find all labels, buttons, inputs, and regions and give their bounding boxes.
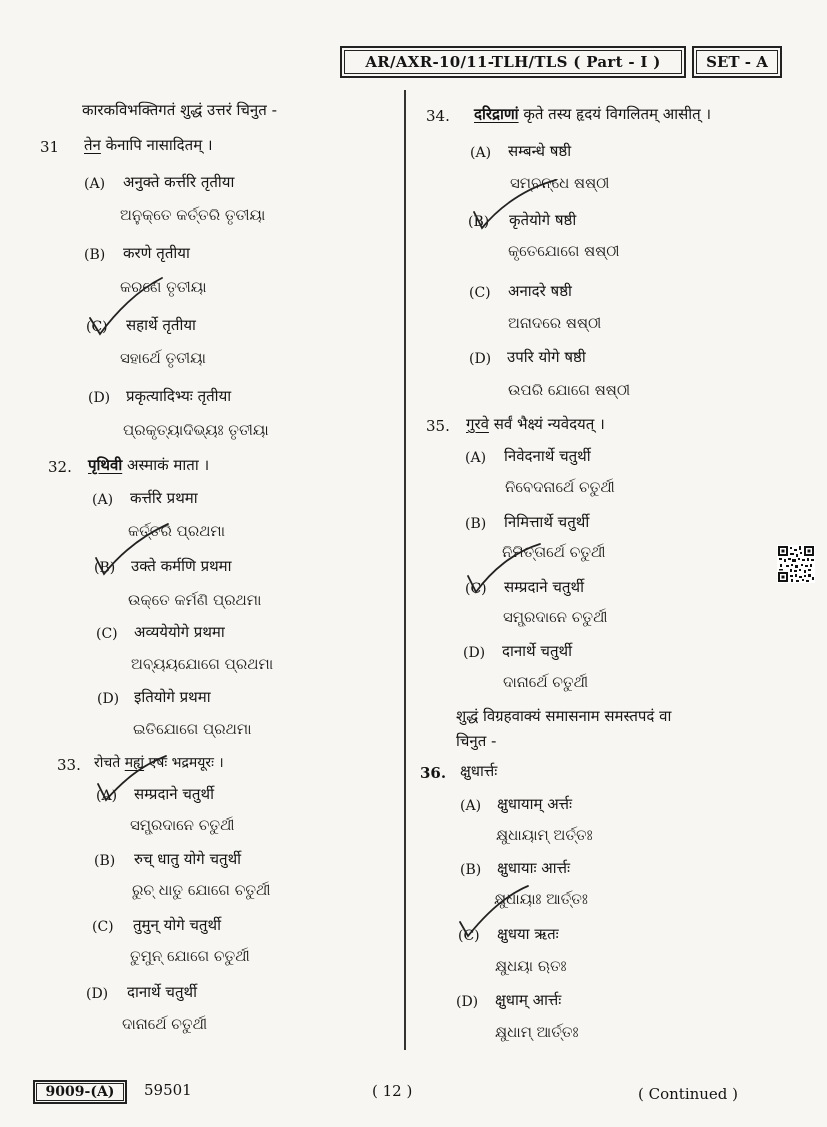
option-b-label: (B) [465, 516, 487, 532]
stem-rest: सर्वं भैक्ष्यं न्यवेदयत् । [488, 415, 605, 433]
underlined-word: पृथिवी [88, 456, 123, 474]
header-code-box: AR/AXR-10/11-TLH/TLS ( Part - I ) [340, 46, 686, 78]
option-a-sanskrit: सम्बन्धे षष्ठी [508, 142, 572, 160]
option-a-odia: କର୍ତ୍ତରି ପ୍ରଥମା [128, 522, 226, 540]
option-c-label: (C) [458, 928, 480, 944]
underlined-word: तेन [84, 136, 101, 154]
option-c-sanskrit: तुमुन् योगे चतुर्थी [133, 916, 221, 934]
option-b-sanskrit: निमित्तार्थे चतुर्थी [504, 513, 590, 531]
option-a-sanskrit: अनुक्ते कर्त्तरि तृतीया [123, 173, 235, 191]
option-a-odia: ଅନୁକ୍ତେ କର୍ତ୍ତରି ତୃତୀୟା [120, 206, 266, 224]
question-stem [88, 455, 209, 475]
stem-rest: केनापि नासादितम् । [100, 136, 213, 154]
option-a-sanskrit: कर्त्तरि प्रथमा [130, 489, 198, 507]
footer-serial-number: 59501 [144, 1081, 192, 1099]
continued-label: ( Continued ) [638, 1085, 739, 1103]
question-number: 34. [426, 107, 450, 125]
option-d-label: (D) [469, 351, 492, 367]
option-d-sanskrit: दानार्थे चतुर्थी [502, 642, 572, 660]
option-a-label: (A) [96, 788, 118, 804]
option-c-label: (C) [96, 626, 118, 642]
underlined-word: मह्यं [124, 755, 145, 771]
option-c-odia: ସହାର୍ଥେ ତୃତୀୟା [120, 349, 206, 367]
option-c-label: (C) [469, 285, 491, 301]
option-d-odia: ଇତିଯୋଗେ ପ୍ରଥମା [133, 720, 252, 738]
option-b-sanskrit: करणे तृतीया [123, 244, 190, 262]
option-c-label: (C) [92, 919, 114, 935]
question-stem: क्षुधार्त्तः [460, 762, 498, 780]
option-c-odia: ସମ୍ପ୍ରଦାନେ ଚତୁର୍ଥୀ [503, 608, 608, 626]
option-c-odia: ତୁମୁନ୍ ଯୋଗେ ଚତୁର୍ଥୀ [130, 947, 250, 965]
stem-rest: कृते तस्य हृदयं विगलितम् आसीत् । [518, 105, 712, 123]
option-a-sanskrit: क्षुधायाम् अर्त्तः [497, 795, 573, 813]
option-c-sanskrit: सम्प्रदाने चतुर्थी [504, 578, 584, 596]
instruction-samasa-line1: शुद्धं विग्रहवाक्यं समासनाम समस्तपदं वा [456, 707, 672, 725]
header-set-box: SET - A [692, 46, 782, 78]
option-b-odia: ନିମିତ୍ତାର୍ଥେ ଚତୁର୍ଥୀ [502, 543, 606, 561]
option-a-odia: କ୍ଷୁଧାୟାମ୍ ଅର୍ତ୍ତଃ [496, 826, 593, 844]
option-d-odia: ପ୍ରକୃତ୍ୟାଦିଭ୍ୟଃ ତୃତୀୟା [123, 421, 269, 439]
option-c-sanskrit: अनादरे षष्ठी [508, 282, 572, 300]
option-a-odia: ସମ୍ପ୍ରଦାନେ ଚତୁର୍ଥୀ [130, 816, 235, 834]
option-c-sanskrit: क्षुधया ऋतः [497, 925, 559, 943]
question-number: 35. [426, 417, 450, 435]
option-b-sanskrit: क्षुधायाः आर्त्तः [497, 859, 570, 877]
option-d-sanskrit: इतियोगे प्रथमा [134, 688, 211, 706]
option-a-sanskrit: निवेदनार्थे चतुर्थी [504, 447, 591, 465]
option-c-odia: କ୍ଷୁଧୟା ଋତଃ [495, 957, 567, 975]
option-b-odia: କ୍ଷୁଧାୟାଃ ଆର୍ତ୍ତଃ [494, 890, 588, 908]
stem-start: रोचते [94, 755, 125, 771]
option-c-label: (C) [86, 319, 108, 335]
option-d-sanskrit: दानार्थे चतुर्थी [127, 983, 197, 1001]
option-a-label: (A) [465, 450, 487, 466]
option-b-odia: ରୁଚ୍ ଧାତୁ ଯୋଗେ ଚତୁର୍ଥୀ [132, 881, 271, 899]
option-a-label: (A) [460, 798, 482, 814]
option-a-odia: ନିବେଦନାର୍ଥେ ଚତୁର୍ଥୀ [505, 478, 615, 496]
question-stem [474, 104, 711, 124]
option-b-odia: ଉକ୍ତେ କର୍ମଣି ପ୍ରଥମା [128, 591, 262, 609]
page-number: ( 12 ) [372, 1082, 413, 1100]
option-a-odia: ସମ୍ବନ୍ଧେ ଷଷ୍ଠୀ [510, 174, 610, 192]
instruction-karaka: कारकविभक्तिगतं शुद्धं उत्तरं चिनुत - [82, 101, 277, 119]
qr-code [777, 545, 815, 583]
question-stem [84, 135, 213, 155]
option-a-label: (A) [92, 492, 114, 508]
option-d-sanskrit: प्रकृत्यादिभ्यः तृतीया [126, 387, 232, 405]
option-b-sanskrit: उक्ते कर्मणि प्रथमा [131, 557, 232, 575]
question-number: 32. [48, 458, 72, 476]
option-b-odia: କୃତେଯୋଗେ ଷଷ୍ଠୀ [508, 242, 620, 260]
underlined-word: दरिद्राणां [474, 105, 519, 123]
stem-rest: अस्माकं माता । [122, 456, 210, 474]
option-c-odia: ଅନାଦରେ ଷଷ୍ଠୀ [508, 314, 602, 332]
question-number: 36. [420, 764, 447, 782]
option-c-sanskrit: अव्ययेयोगे प्रथमा [134, 623, 225, 641]
option-a-label: (A) [470, 145, 492, 161]
underlined-word: गुरवे [466, 415, 489, 433]
option-d-label: (D) [88, 390, 111, 406]
option-d-label: (D) [463, 645, 486, 661]
question-number: 33. [57, 756, 81, 774]
option-c-label: (C) [465, 581, 487, 597]
option-b-sanskrit: कृतेयोगे षष्ठी [509, 211, 577, 229]
option-d-label: (D) [86, 986, 109, 1002]
option-b-sanskrit: रुच् धातु योगे चतुर्थी [134, 850, 242, 868]
option-b-label: (B) [468, 214, 490, 230]
question-number: 31 [40, 138, 60, 156]
option-b-odia: କରଣେ ତୃତୀୟା [120, 278, 207, 296]
option-b-label: (B) [94, 853, 116, 869]
option-d-odia: ଦାନାର୍ଥେ ଚତୁର୍ଥୀ [122, 1015, 208, 1033]
column-divider [404, 90, 406, 1050]
option-b-label: (B) [84, 247, 106, 263]
option-c-odia: ଅବ୍ୟୟଯୋଗେ ପ୍ରଥମା [131, 655, 274, 673]
option-a-label: (A) [84, 176, 106, 192]
instruction-samasa-line2: चिनुत - [456, 732, 497, 750]
question-stem [94, 753, 224, 773]
question-stem [466, 414, 605, 434]
footer-code-box: 9009-(A) [33, 1080, 127, 1104]
option-b-label: (B) [460, 862, 482, 878]
option-d-odia: କ୍ଷୁଧାମ୍ ଆର୍ତ୍ତଃ [495, 1023, 579, 1041]
stem-rest: एषः भद्रमयूरः । [144, 755, 224, 771]
option-d-label: (D) [456, 994, 479, 1010]
option-d-odia: ଦାନାର୍ଥେ ଚତୁର୍ଥୀ [503, 673, 589, 691]
option-d-sanskrit: क्षुधाम् आर्त्तः [495, 991, 562, 1009]
option-d-odia: ଉପରି ଯୋଗେ ଷଷ୍ଠୀ [508, 381, 631, 399]
option-d-sanskrit: उपरि योगे षष्ठी [507, 348, 586, 366]
option-d-label: (D) [97, 691, 120, 707]
option-b-label: (B) [94, 560, 116, 576]
option-a-sanskrit: सम्प्रदाने चतुर्थी [134, 785, 214, 803]
option-c-sanskrit: सहार्थे तृतीया [126, 316, 196, 334]
